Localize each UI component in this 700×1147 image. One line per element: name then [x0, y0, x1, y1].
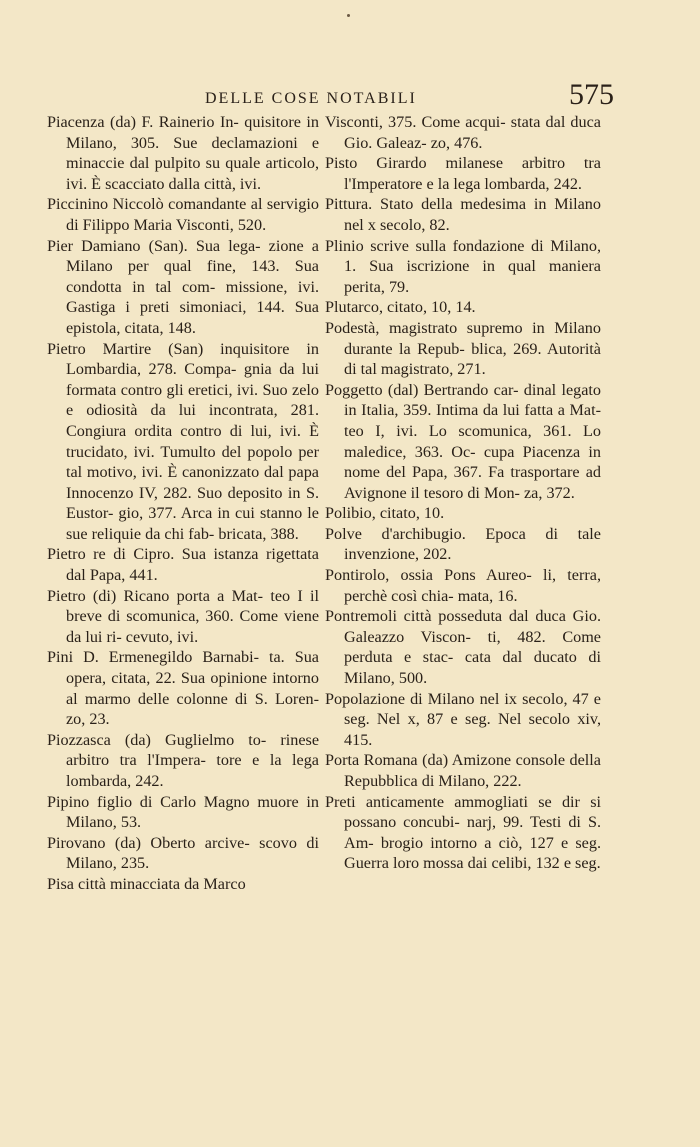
- index-entry: Pisto Girardo milanese arbitro tra l'Imperatore e la lega lombarda, 242.: [325, 154, 601, 193]
- index-entry: Plinio scrive sulla fondazione di Milano, 1. Sua iscrizione in qual maniera perita, 79.: [325, 236, 601, 296]
- index-entry: Pietro (di) Ricano porta a Mat- teo I il breve di scomunica, 360. Come viene da lui ri- cevuto, ivi.: [47, 586, 319, 646]
- index-entry: Polve d'archibugio. Epoca di tale invenzione, 202.: [325, 524, 601, 564]
- index-entry: Pittura. Stato della medesima in Milano nel x secolo, 82.: [325, 195, 601, 234]
- index-entry: Plutarco, citato, 10, 14.: [325, 298, 476, 317]
- index-entry: Preti anticamente ammogliati se dir si possano concubi- narj, 99. Testi di S. Am- brogio intorno a ciò, 127 e seg. Guerra loro mossa dai celibi, 132 e seg.: [325, 792, 601, 873]
- index-entry: Pini D. Ermenegildo Barnabi- ta. Sua opera, citata, 22. Sua opinione intorno al marmo delle colonne di S. Loren- zo, 23.: [47, 648, 319, 729]
- index-entry: Piozzasca (da) Guglielmo to- rinese arbitro tra l'Impera- tore e la lega lombarda, 242.: [47, 730, 319, 790]
- running-title: DELLE COSE NOTABILI: [205, 90, 417, 107]
- index-entry: Popolazione di Milano nel ix secolo, 47 e seg. Nel x, 87 e seg. Nel secolo xiv, 415.: [325, 689, 601, 749]
- index-entry: Pipino figlio di Carlo Magno muore in Milano, 53.: [47, 792, 319, 832]
- index-entry: Pontremoli città posseduta dal duca Gio. Galeazzo Viscon- ti, 482. Come perduta e stac- cata dal ducato di Milano, 500.: [325, 607, 601, 688]
- index-entry: Pirovano (da) Oberto arcive- scovo di Milano, 235.: [47, 833, 319, 873]
- index-column-right: [325, 112, 601, 874]
- index-entry: Podestà, magistrato supremo in Milano durante la Repub- blica, 269. Autorità di tal magistrato, 271.: [325, 318, 601, 379]
- index-entry: Visconti, 375. Come acqui- stata dal duca Gio. Galeaz- zo, 476.: [325, 113, 601, 152]
- index-entry: Pisa città minacciata da Marco: [47, 874, 246, 893]
- index-entry: Poggetto (dal) Bertrando car- dinal legato in Italia, 359. Intima da lui fatta a Mat- teo I, ivi. Lo scomunica, 361. Lo maledice, 363. Oc- cupa Piacenza in nome del Papa, 367. Fa trasportare ad Avignone il tesoro di Mon- za, 372.: [325, 380, 601, 502]
- print-speck: [347, 14, 350, 17]
- index-entry: Pier Damiano (San). Sua lega- zione a Milano per qual fine, 143. Sua condotta in tal com- missione, ivi. Gastiga i preti simoniaci, 144. Sua epistola, citata, 148.: [47, 236, 319, 337]
- page-number: 575: [569, 78, 614, 111]
- index-entry: Piccinino Niccolò comandante al servigio di Filippo Maria Visconti, 520.: [47, 195, 319, 234]
- index-entry: Pontirolo, ossia Pons Aureo- li, terra, perchè così chia- mata, 16.: [325, 566, 601, 605]
- index-entry: Polibio, citato, 10.: [325, 504, 445, 523]
- index-entry: Pietro re di Cipro. Sua istanza rigettata dal Papa, 441.: [47, 545, 319, 585]
- index-entry: Pietro Martire (San) inquisitore in Lombardia, 278. Compa- gnia da lui formata contro gli eretici, ivi. Suo zelo e odiosità da lui incontrata, 281. Congiura ordita contro di lui, ivi. È trucidato, ivi. Tumulto del popolo per tal motivo, ivi. È canonizzato dal papa Innocenzo IV, 282. Suo deposito in S. Eustor- gio, 377. Arca in cui stanno le sue reliquie da chi fab- bricata, 388.: [47, 339, 319, 543]
- index-entry: Piacenza (da) F. Rainerio In- quisitore in Milano, 305. Sue declamazioni e minaccie dal pulpito su quale articolo, ivi. È scacciato dalla città, ivi.: [47, 113, 319, 193]
- index-entry: Porta Romana (da) Amizone console della Repubblica di Milano, 222.: [325, 751, 601, 790]
- index-column-left: [47, 112, 319, 895]
